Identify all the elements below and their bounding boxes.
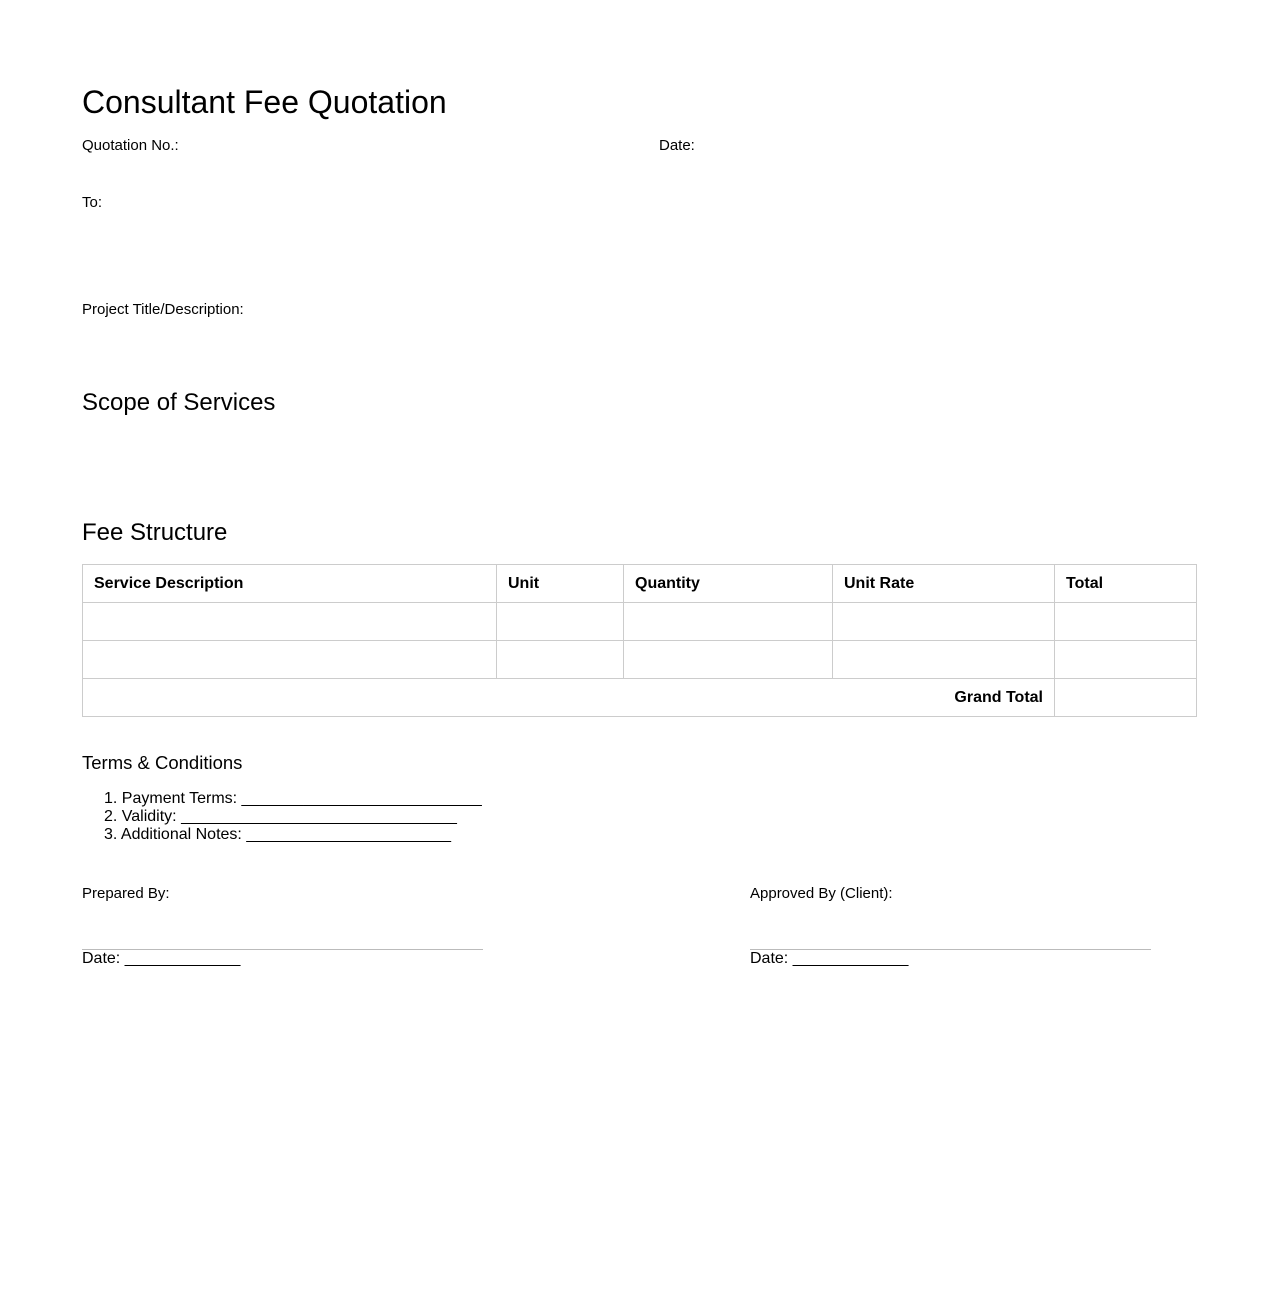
grand-total-row bbox=[83, 679, 1197, 717]
cell-total[interactable] bbox=[1055, 603, 1197, 641]
cell-service-description[interactable] bbox=[83, 603, 497, 641]
table-row bbox=[83, 641, 1197, 679]
term-payment-terms: 1. Payment Terms: ___________________________ bbox=[104, 790, 482, 807]
cell-quantity[interactable] bbox=[624, 603, 833, 641]
cell-unit[interactable] bbox=[497, 641, 624, 679]
project-title-label: Project Title/Description: bbox=[82, 301, 244, 318]
cell-unit[interactable] bbox=[497, 603, 624, 641]
term-additional-notes: 3. Additional Notes: _______________________ bbox=[104, 826, 451, 843]
cell-unit-rate[interactable] bbox=[833, 641, 1055, 679]
approved-by-label: Approved By (Client): bbox=[750, 885, 893, 902]
approved-by-signature-block bbox=[750, 885, 1152, 968]
cell-unit-rate[interactable] bbox=[833, 603, 1055, 641]
scope-of-services-heading: Scope of Services bbox=[82, 389, 276, 416]
prepared-by-signature-block bbox=[82, 885, 484, 968]
to-label: To: bbox=[82, 194, 103, 211]
grand-total-value[interactable] bbox=[1055, 679, 1197, 717]
column-header-quantity: Quantity bbox=[624, 565, 833, 603]
column-header-unit: Unit bbox=[497, 565, 624, 603]
cell-service-description[interactable] bbox=[83, 641, 497, 679]
fee-structure-table bbox=[82, 564, 1197, 717]
terms-list bbox=[104, 790, 482, 844]
grand-total-label: Grand Total bbox=[83, 679, 1055, 717]
column-header-total: Total bbox=[1055, 565, 1197, 603]
prepared-by-label: Prepared By: bbox=[82, 885, 170, 902]
term-validity: 2. Validity: _______________________________ bbox=[104, 808, 457, 825]
table-row bbox=[83, 603, 1197, 641]
document-title: Consultant Fee Quotation bbox=[82, 84, 447, 120]
terms-and-conditions-heading: Terms & Conditions bbox=[82, 752, 243, 773]
table-header-row bbox=[83, 565, 1197, 603]
prepared-by-date: Date: _____________ bbox=[82, 950, 241, 967]
cell-quantity[interactable] bbox=[624, 641, 833, 679]
date-label: Date: bbox=[659, 137, 695, 154]
column-header-unit-rate: Unit Rate bbox=[833, 565, 1055, 603]
approved-by-date: Date: _____________ bbox=[750, 950, 909, 967]
quotation-number-label: Quotation No.: bbox=[82, 137, 179, 154]
cell-total[interactable] bbox=[1055, 641, 1197, 679]
fee-structure-heading: Fee Structure bbox=[82, 519, 228, 546]
column-header-service-description: Service Description bbox=[83, 565, 497, 603]
